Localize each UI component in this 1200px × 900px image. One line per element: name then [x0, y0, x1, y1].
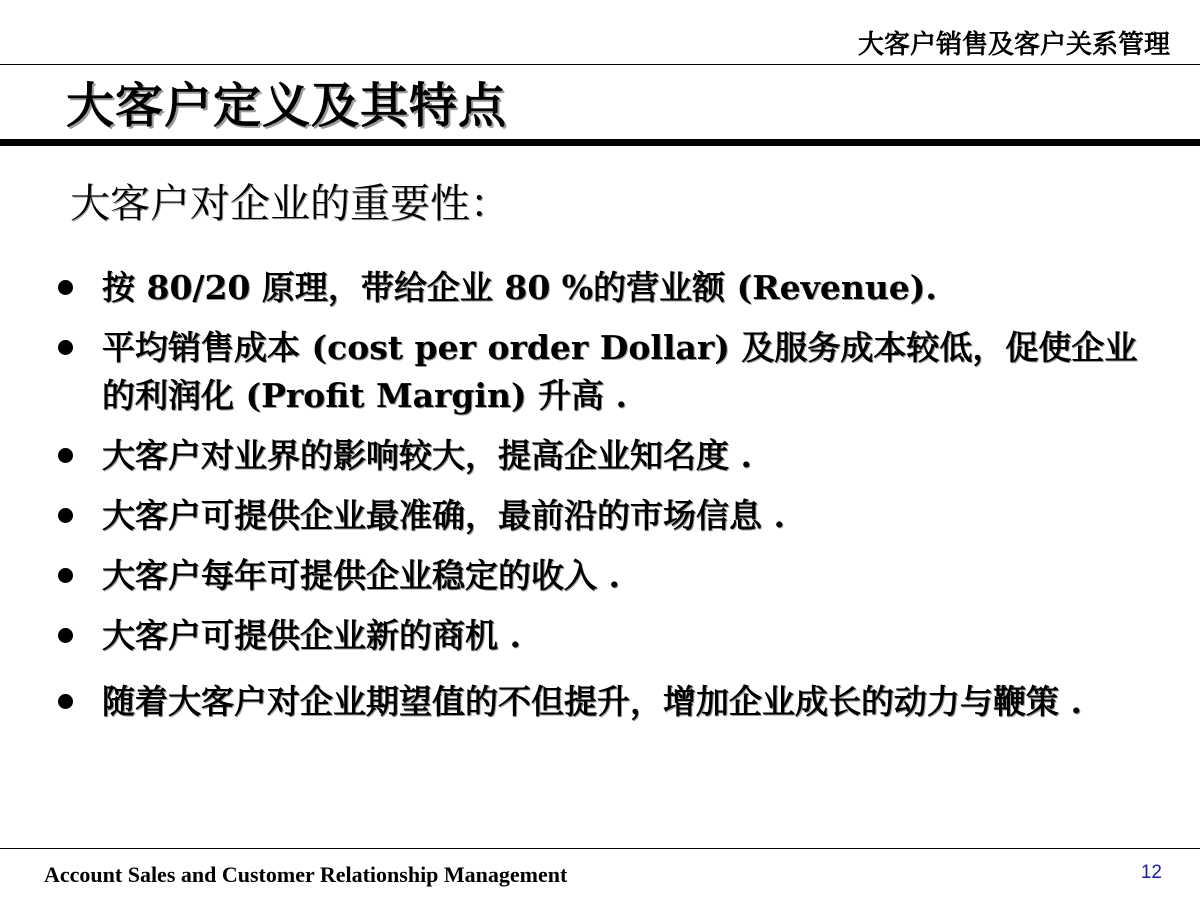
bullet-text: 大客户可提供企业新的商机 . — [102, 616, 521, 655]
bullet-dot-icon — [58, 280, 73, 295]
bullet-dot-icon — [58, 508, 73, 523]
bullet-item — [56, 432, 1156, 480]
bullet-text: 大客户对业界的影响较大，提高企业知名度 . — [102, 436, 752, 475]
top-divider — [0, 64, 1200, 65]
bullet-item — [56, 612, 1156, 660]
bullet-text: 随着大客户对企业期望值的不但提升，增加企业成长的动力与鞭策 . — [102, 682, 1082, 721]
bottom-divider — [0, 848, 1200, 849]
bullet-dot-icon — [58, 694, 73, 709]
bullet-item — [56, 264, 1156, 312]
bullet-text: 大客户每年可提供企业稳定的收入 . — [102, 556, 620, 595]
bullet-dot-icon — [58, 448, 73, 463]
slide-title: 大客户定义及其特点 — [66, 78, 508, 134]
bullet-dot-icon — [58, 628, 73, 643]
bullet-list — [56, 264, 1156, 738]
bullet-item — [56, 492, 1156, 540]
bullet-item — [56, 552, 1156, 600]
footer-course-name: Account Sales and Customer Relationship Management — [44, 862, 568, 887]
slide-subtitle: 大客户对企业的重要性： — [70, 181, 510, 227]
bullet-text: 平均销售成本 (cost per order Dollar) 及服务成本较低，促使企业的利润化 (Profit Margin) 升高 . — [102, 328, 1138, 415]
bullet-text: 大客户可提供企业最准确，最前沿的市场信息 . — [102, 496, 785, 535]
bullet-dot-icon — [58, 340, 73, 355]
bullet-text: 按 80/20 原理，带给企业 80 %的营业额 (Revenue). — [102, 268, 937, 307]
bullet-dot-icon — [58, 568, 73, 583]
bullet-item — [56, 678, 1156, 726]
title-divider — [0, 139, 1200, 146]
bullet-item — [56, 324, 1156, 420]
header-course-title: 大客户销售及客户关系管理 — [857, 30, 1170, 60]
page-number: 12 — [1140, 862, 1162, 883]
